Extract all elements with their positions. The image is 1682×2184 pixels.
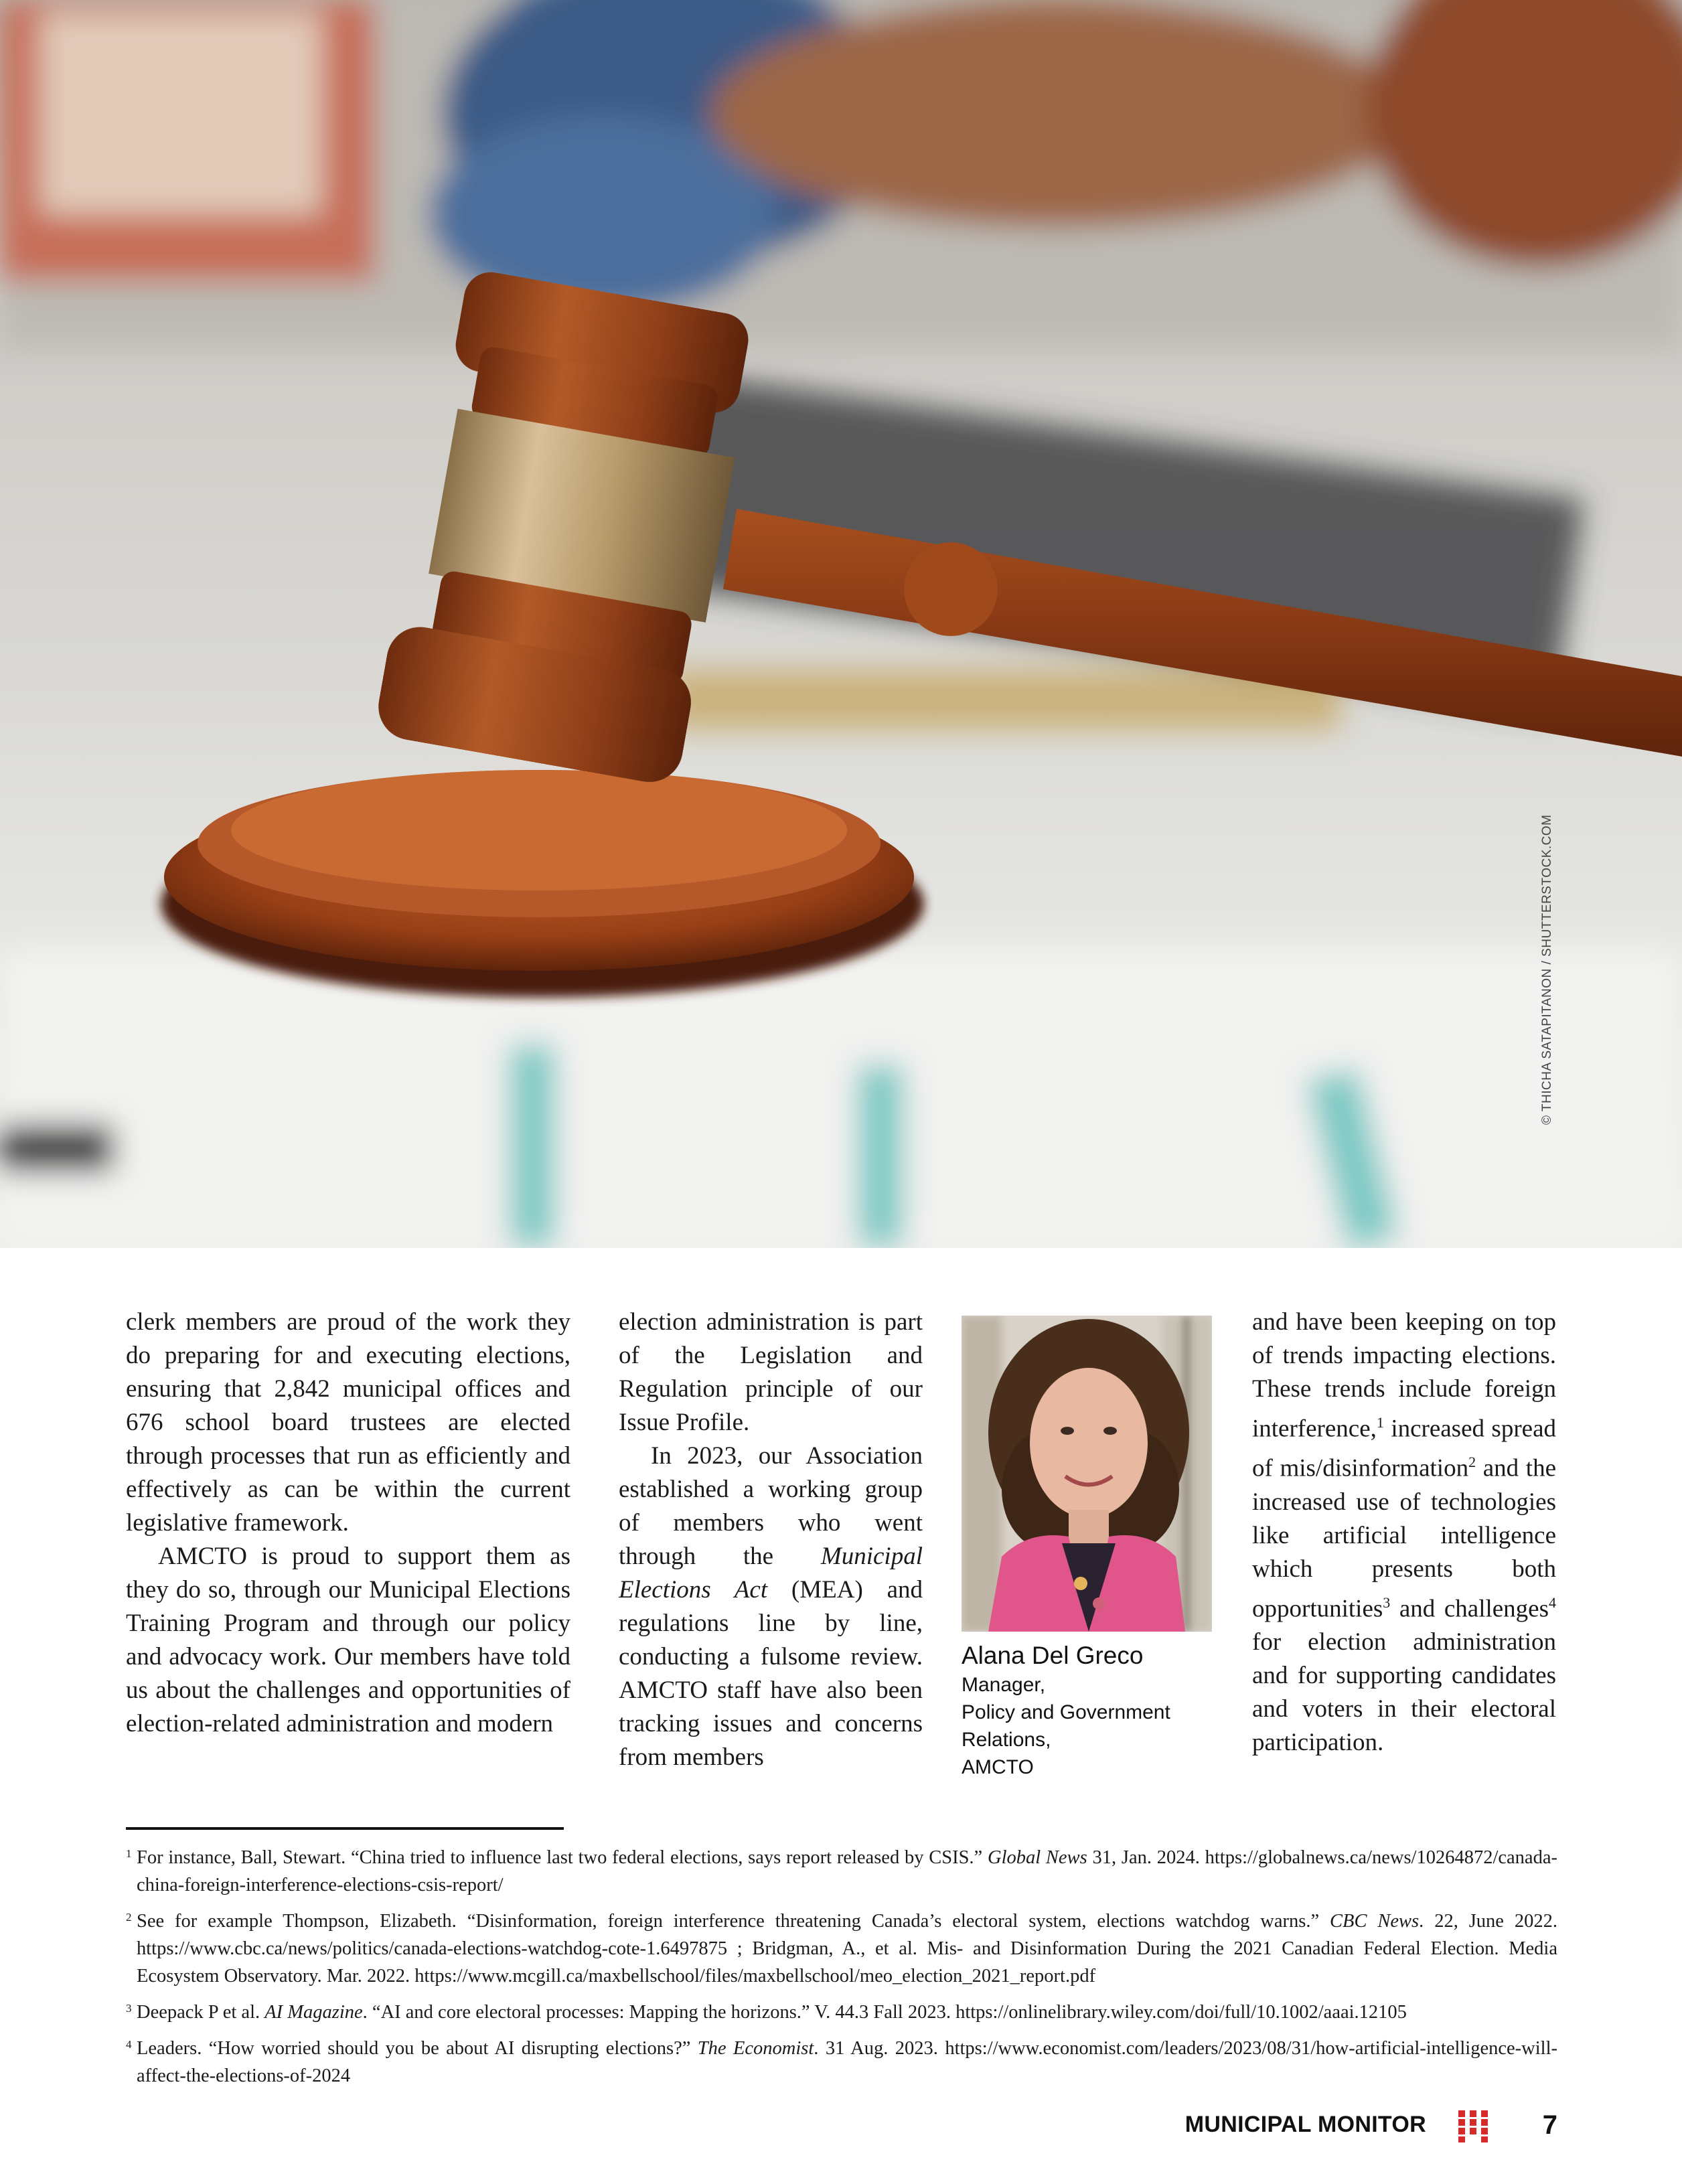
footnote bbox=[126, 1844, 1557, 1899]
footnote-text: Leaders. “How worried should you be about AI disrupting elections?” bbox=[137, 2038, 698, 2059]
author-title: Policy and Government bbox=[962, 1701, 1170, 1723]
author-title: Relations, bbox=[962, 1729, 1051, 1751]
page-number: 7 bbox=[1542, 2110, 1557, 2140]
footnote-text: See for example Thompson, Elizabeth. “Disinformation, foreign interference threatening Canada’s electoral system, elections watchdog warns.” bbox=[137, 1911, 1330, 1932]
text: for election administration and for supporting candidates and voters in their electoral participation. bbox=[1252, 1628, 1556, 1756]
text: and the increased use of technologies like artificial intelligence which presents both opportunities bbox=[1252, 1454, 1556, 1622]
footnote-number: 2 bbox=[126, 1911, 132, 1924]
footnotes bbox=[126, 1844, 1557, 2098]
footnote-text: . 31 Aug. 2023. https://www.economist.com/leaders/2023/08/31/how-artificial-intelligence-will-affect-the-elections-of-2024 bbox=[137, 2038, 1557, 2086]
text: (MEA) and regulations line by line, conducting a fulsome review. AMCTO staff have also been tracking issues and concerns from members bbox=[619, 1576, 923, 1771]
author-title: Manager, bbox=[962, 1674, 1046, 1696]
publication: Global News bbox=[987, 1847, 1087, 1868]
footnote-number: 3 bbox=[126, 2002, 132, 2015]
text: and challenges bbox=[1390, 1594, 1549, 1622]
article-column-2 bbox=[619, 1306, 923, 1774]
footnote-number: 1 bbox=[126, 1847, 132, 1860]
paragraph bbox=[619, 1439, 923, 1774]
footnote-ref: 2 bbox=[1468, 1454, 1476, 1471]
paragraph: clerk members are proud of the work they do preparing for and executing elections, ensuring that 2,842 municipal offices and 676 school board trustees are elected through processes that run as efficiently and effectively as can be within the current legislative framework. bbox=[126, 1308, 570, 1537]
act-title: Municipal Elections Act bbox=[619, 1543, 923, 1604]
footnote-ref: 3 bbox=[1383, 1593, 1391, 1611]
footnote-text: Deepack P et al. bbox=[137, 2002, 265, 2023]
footnote-text: . “AI and core electoral processes: Mapping the horizons.” V. 44.3 Fall 2023. https://onlinelibrary.wiley.com/doi/full/10.1002/aaai.12105 bbox=[362, 2002, 1407, 2023]
paragraph bbox=[1252, 1306, 1556, 1760]
grid-logo-icon bbox=[1458, 2110, 1488, 2142]
portrait-image bbox=[962, 1316, 1212, 1632]
footnote-divider bbox=[126, 1827, 564, 1830]
footnote-text: 31, Jan. 2024. https://globalnews.ca/news/10264872/canada-china-foreign-interference-elections-csis-report/ bbox=[137, 1847, 1557, 1895]
author-organization: AMCTO bbox=[962, 1756, 1034, 1778]
author-name: Alana Del Greco bbox=[962, 1642, 1144, 1669]
text: increased spread of mis/disinformation bbox=[1252, 1415, 1556, 1482]
footnote-number: 4 bbox=[126, 2038, 132, 2051]
page-footer bbox=[1184, 2109, 1557, 2145]
text: and have been keeping on top of trends impacting elections. These trends include foreign interference, bbox=[1252, 1308, 1556, 1443]
paragraph: AMCTO is proud to support them as they do so, through our Municipal Elections Training Program and through our policy and advocacy work. Our members have told us about the challenges and opportunities of election-related administration and modern bbox=[126, 1543, 570, 1737]
publication: The Economist bbox=[697, 2038, 814, 2059]
footnote bbox=[126, 2035, 1557, 2090]
publication: CBC News bbox=[1330, 1911, 1420, 1932]
article-column-1 bbox=[126, 1306, 570, 1741]
magazine-name: MUNICIPAL MONITOR bbox=[1184, 2112, 1426, 2137]
footnote bbox=[126, 1999, 1557, 2026]
author-portrait bbox=[962, 1316, 1212, 1632]
article-column-4 bbox=[1252, 1306, 1556, 1760]
photo-credit: © THICHA SATAPITANON / SHUTTERSTOCK.COM bbox=[1540, 814, 1554, 1125]
text: In 2023, our Association established a working group of members who went through the bbox=[619, 1442, 923, 1570]
footnote-text: For instance, Ball, Stewart. “China tried to influence last two federal elections, says report released by CSIS.” bbox=[137, 1847, 988, 1868]
footnote bbox=[126, 1907, 1557, 1990]
author-caption bbox=[962, 1640, 1229, 1781]
footnote-ref: 4 bbox=[1549, 1593, 1556, 1611]
paragraph: election administration is part of the Legislation and Regulation principle of our Issue Profile. bbox=[619, 1308, 923, 1436]
footnote-ref: 1 bbox=[1376, 1414, 1384, 1431]
footnote-text: . 22, June 2022. https://www.cbc.ca/news/politics/canada-elections-watchdog-cote-1.6497875 ; Bridgman, A., et al. Mis- and Disinformation During the 2021 Canadian Federal Election. Media Ecosystem Observatory. Mar. 2022. https://www.mcgill.ca/maxbellschool/files/maxbellschool/meo_election_2021_report.pdf bbox=[137, 1911, 1557, 1986]
publication: AI Magazine bbox=[264, 2002, 363, 2023]
